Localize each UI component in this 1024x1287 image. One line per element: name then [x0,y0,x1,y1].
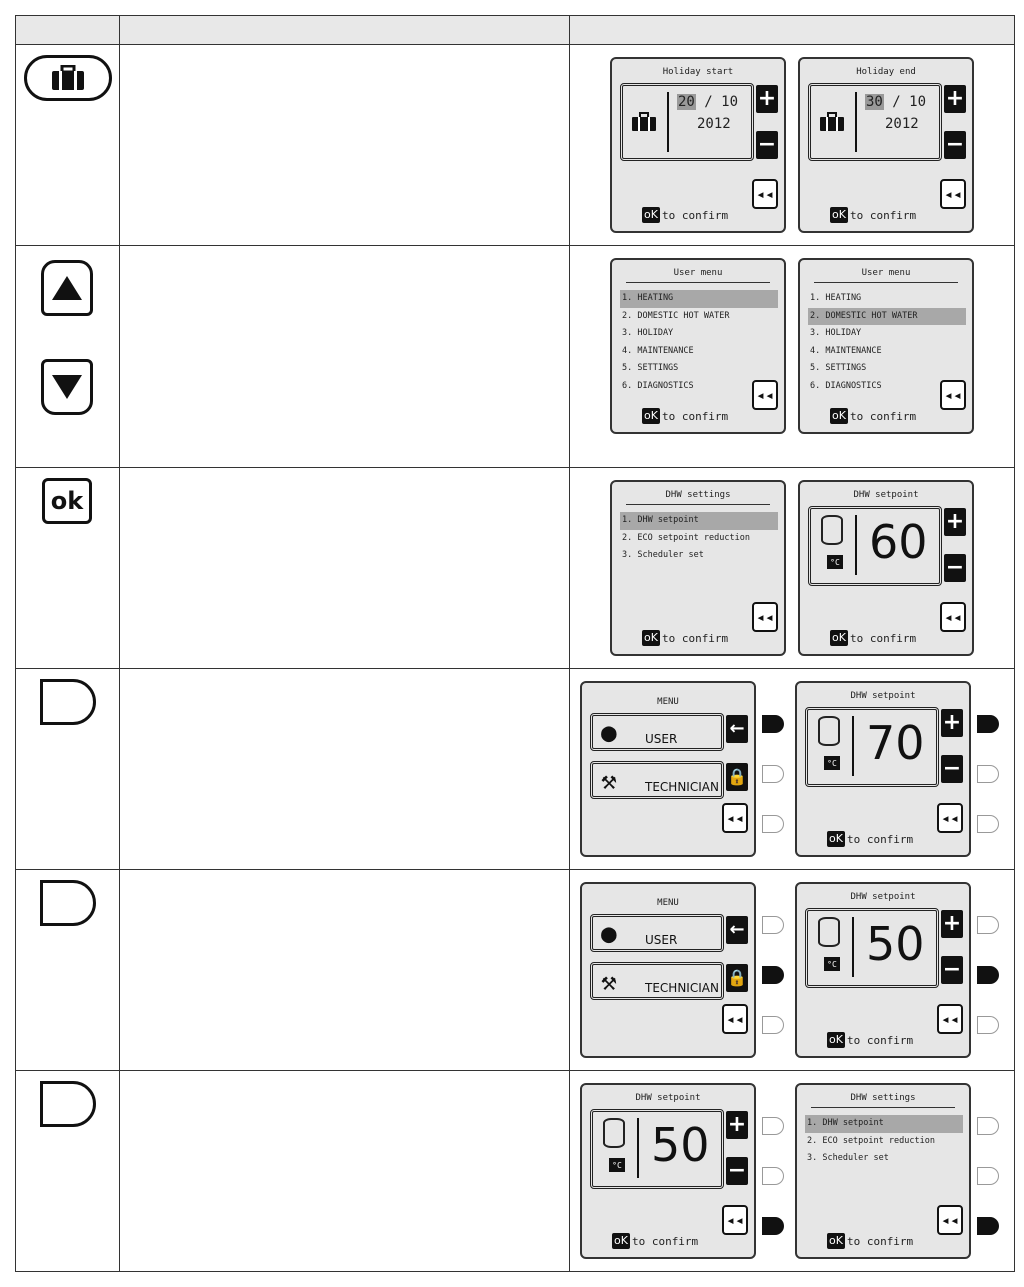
plus-button[interactable]: + [942,911,962,936]
lcd-user-menu-1 [610,258,786,434]
setpoint-value: 60 [869,515,928,569]
menu-item-eco-reduction[interactable]: 2. ECO setpoint reduction [622,532,750,543]
lcd-dhw-setpoint [795,882,971,1058]
day-field[interactable]: 20 [678,94,695,110]
rewind-icon: ◂◂ [755,608,775,626]
setpoint-frame [590,1109,724,1189]
table-row [16,870,1015,1071]
confirm-hint [827,1032,913,1048]
menu-list [805,1115,961,1168]
rewind-icon: ◂◂ [940,1010,960,1028]
arrow-left-icon[interactable]: ← [726,916,748,944]
screen-title: DHW setpoint [635,1093,701,1103]
menu-item-maintenance[interactable]: 4. MAINTENANCE [810,345,882,356]
date-line [677,94,738,110]
header-key [16,16,120,45]
setpoint-frame [805,707,939,787]
confirm-text: to confirm [661,208,729,222]
lcd-holiday-start [610,57,786,233]
unit-badge: °C [609,1158,625,1172]
lcd-dhw-settings [795,1083,971,1259]
soft-key-3[interactable] [977,1217,999,1235]
arrow-up-icon [50,274,84,302]
confirm-hint [830,207,916,223]
screen-title: User menu [673,268,723,278]
ok-icon: oK [832,631,846,644]
plus-button[interactable]: + [757,86,777,111]
soft-key-1[interactable] [762,1117,784,1135]
setpoint-frame [805,908,939,988]
minus-button[interactable]: − [727,1158,747,1183]
user-icon: ● [601,919,617,949]
screen-title: DHW setpoint [853,490,919,500]
lcd-dhw-settings [610,480,786,656]
tank-icon [818,917,840,947]
display-cell [570,1071,1015,1272]
year-field: 2012 [697,116,731,132]
back-button[interactable] [940,179,966,209]
key-cell [16,45,120,246]
date-line [865,94,926,110]
key-cell [16,870,120,1071]
unit-badge: °C [824,957,840,971]
plus-button[interactable]: + [945,86,965,111]
plus-button[interactable]: + [727,1112,747,1137]
minus-button[interactable]: − [945,555,965,580]
soft-key-3[interactable] [977,1016,999,1034]
soft-key-icon[interactable] [40,679,96,725]
title-rule [814,282,958,283]
title-rule [626,504,770,505]
arrow-down-icon [50,373,84,401]
rewind-icon: ◂◂ [940,809,960,827]
separator [637,1118,639,1178]
lock-icon[interactable]: 🔒 [726,964,748,992]
title-rule [811,1107,955,1108]
soft-key-2[interactable] [762,1167,784,1185]
back-button[interactable] [722,803,748,833]
lcd-holiday-end [798,57,974,233]
separator [852,716,854,776]
lcd-dhw-setpoint [798,480,974,656]
separator [852,917,854,977]
key-cell [16,246,120,468]
month-field: / 10 [892,94,927,110]
menu-item-settings[interactable]: 5. SETTINGS [622,363,679,373]
rewind-icon: ◂◂ [940,1211,960,1229]
back-button[interactable] [940,602,966,632]
lcd-main-menu [580,882,756,1058]
menu-item-scheduler[interactable]: 3. Scheduler set [622,550,704,560]
description-cell [120,468,570,669]
back-button[interactable] [940,380,966,410]
description-cell [120,669,570,870]
menu-item-dhw-setpoint[interactable]: 1. DHW setpoint [620,512,778,530]
title-rule [626,282,770,283]
soft-key-1[interactable] [762,916,784,934]
menu-item-settings[interactable]: 5. SETTINGS [810,363,867,373]
table-row [16,669,1015,870]
rewind-icon: ◂◂ [725,1211,745,1229]
screen-title: DHW setpoint [850,691,916,701]
confirm-text: to confirm [849,409,917,423]
suitcase-icon [819,112,845,132]
confirm-text: to confirm [661,631,729,645]
soft-key-1[interactable] [977,916,999,934]
suitcase-icon [631,112,657,132]
soft-key-2[interactable] [762,765,784,783]
rewind-icon: ◂◂ [725,809,745,827]
ok-key-button[interactable]: ok [42,478,92,524]
menu-user[interactable] [590,914,724,952]
menu-item-diagnostics[interactable]: 6. DIAGNOSTICS [810,380,882,391]
ok-icon: oK [614,1234,628,1247]
screen-title: DHW settings [665,490,731,500]
separator [855,92,857,152]
confirm-text: to confirm [849,631,917,645]
menu-item-dhw-setpoint[interactable]: 1. DHW setpoint [805,1115,963,1133]
minus-button[interactable]: − [757,132,777,157]
soft-key-3[interactable] [977,815,999,833]
back-button[interactable] [752,380,778,410]
ok-icon: oK [829,832,843,845]
screen-title: Holiday end [856,67,916,77]
back-button[interactable] [722,1004,748,1034]
screen-title: MENU [657,898,679,908]
soft-key-3[interactable] [762,1217,784,1235]
confirm-hint [642,207,728,223]
key-cell [16,1071,120,1272]
menu-user-label: USER [645,732,678,746]
holiday-key-button[interactable] [24,55,112,101]
setpoint-frame [808,506,942,586]
back-button[interactable] [752,179,778,209]
lcd-dhw-setpoint [795,681,971,857]
minus-button[interactable]: − [942,756,962,781]
lock-icon[interactable]: 🔒 [726,763,748,791]
back-button[interactable] [752,602,778,632]
tank-icon [821,515,843,545]
screen-title: Holiday start [662,67,734,77]
menu-list [620,512,776,565]
date-frame [620,83,754,161]
rewind-icon: ◂◂ [943,608,963,626]
menu-item-eco-reduction[interactable]: 2. ECO setpoint reduction [807,1135,935,1146]
rewind-icon: ◂◂ [755,386,775,404]
confirm-hint [827,1233,913,1249]
arrow-left-icon[interactable]: ← [726,715,748,743]
menu-user[interactable] [590,713,724,751]
key-cell [16,468,120,669]
soft-key-1[interactable] [762,715,784,733]
unit-badge: °C [824,756,840,770]
table-row [16,246,1015,468]
day-field[interactable]: 30 [866,94,883,110]
ok-icon: oK [832,409,846,422]
menu-item-heating[interactable]: 1. HEATING [620,290,778,308]
tools-icon: ⚒ [601,967,617,997]
ok-icon: oK [832,208,846,221]
lcd-user-menu-2 [798,258,974,434]
menu-item-holiday[interactable]: 3. HOLIDAY [810,328,862,338]
menu-item-holiday[interactable]: 3. HOLIDAY [622,328,674,338]
screen-title: DHW setpoint [850,892,916,902]
ok-icon: oK [644,409,658,422]
back-button[interactable] [937,1004,963,1034]
confirm-text: to confirm [661,409,729,423]
screen-title: DHW settings [850,1093,916,1103]
month-field: / 10 [704,94,739,110]
description-cell [120,870,570,1071]
menu-item-dhw[interactable]: 2. DOMESTIC HOT WATER [622,310,730,321]
confirm-hint [830,408,916,424]
plus-button[interactable]: + [945,509,965,534]
menu-item-scheduler[interactable]: 3. Scheduler set [807,1153,889,1163]
confirm-hint [612,1233,698,1249]
soft-key-2[interactable] [977,966,999,984]
screen-title: MENU [657,697,679,707]
soft-key-icon[interactable] [40,1081,96,1127]
ok-icon: oK [644,631,658,644]
menu-technician[interactable] [590,761,724,799]
confirm-hint [827,831,913,847]
soft-key-2[interactable] [977,765,999,783]
header-display [570,16,1015,45]
ok-icon: oK [829,1033,843,1046]
menu-item-dhw[interactable]: 2. DOMESTIC HOT WATER [808,308,966,326]
table-row [16,1071,1015,1272]
confirm-text: to confirm [631,1234,699,1248]
description-cell [120,1071,570,1272]
table-row [16,468,1015,669]
lcd-dhw-setpoint [580,1083,756,1259]
menu-user-label: USER [645,933,678,947]
tank-icon [603,1118,625,1148]
plus-button[interactable]: + [942,710,962,735]
key-cell [16,669,120,870]
display-cell [570,246,1015,468]
soft-key-icon[interactable] [40,880,96,926]
display-cell [570,45,1015,246]
setpoint-value: 70 [866,716,925,770]
rewind-icon: ◂◂ [943,185,963,203]
tank-icon [818,716,840,746]
confirm-hint [642,408,728,424]
rewind-icon: ◂◂ [943,386,963,404]
screen-title: User menu [861,268,911,278]
down-key-button[interactable] [41,359,93,415]
confirm-text: to confirm [846,832,914,846]
confirm-hint [642,630,728,646]
rewind-icon: ◂◂ [725,1010,745,1028]
unit-badge: °C [827,555,843,569]
user-icon: ● [601,718,617,748]
header-description [120,16,570,45]
soft-key-1[interactable] [977,715,999,733]
display-cell [570,468,1015,669]
confirm-text: to confirm [846,1234,914,1248]
soft-key-3[interactable] [762,815,784,833]
menu-item-maintenance[interactable]: 4. MAINTENANCE [622,345,694,356]
menu-list [620,290,776,395]
soft-key-3[interactable] [762,1016,784,1034]
suitcase-icon [50,65,86,91]
menu-list [808,290,964,395]
display-cell [570,669,1015,870]
table-row [16,45,1015,246]
instruction-table [15,15,1015,1272]
menu-item-diagnostics[interactable]: 6. DIAGNOSTICS [622,380,694,391]
confirm-hint [830,630,916,646]
soft-key-2[interactable] [977,1167,999,1185]
menu-technician[interactable] [590,962,724,1000]
tools-icon: ⚒ [601,766,617,796]
menu-technician-label: TECHNICIAN [645,780,719,794]
rewind-icon: ◂◂ [755,185,775,203]
confirm-text: to confirm [849,208,917,222]
year-field: 2012 [885,116,919,132]
separator [667,92,669,152]
up-key-button[interactable] [41,260,93,316]
menu-technician-label: TECHNICIAN [645,981,719,995]
ok-icon: oK [644,208,658,221]
description-cell [120,246,570,468]
setpoint-value: 50 [866,917,925,971]
menu-item-heating[interactable]: 1. HEATING [810,293,862,303]
setpoint-value: 50 [651,1118,710,1172]
back-button[interactable] [722,1205,748,1235]
back-button[interactable] [937,1205,963,1235]
minus-button[interactable]: − [945,132,965,157]
display-cell [570,870,1015,1071]
soft-key-2[interactable] [762,966,784,984]
description-cell [120,45,570,246]
date-frame [808,83,942,161]
ok-icon: oK [829,1234,843,1247]
back-button[interactable] [937,803,963,833]
separator [855,515,857,575]
confirm-text: to confirm [846,1033,914,1047]
soft-key-1[interactable] [977,1117,999,1135]
lcd-main-menu [580,681,756,857]
minus-button[interactable]: − [942,957,962,982]
